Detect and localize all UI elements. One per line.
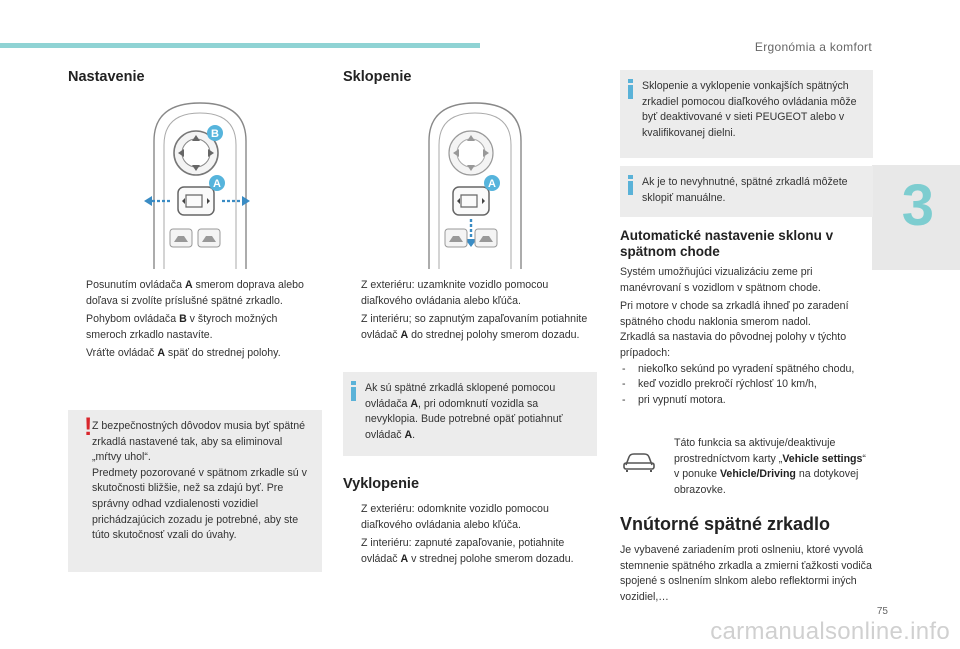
car-settings-note: Táto funkcia sa aktivuje/deaktivuje prostredníctvom karty „Vehicle settings“ v ponuke Vehicle/Driving na dotykovej obrazovke. [674, 437, 866, 496]
col3-auto-tilt-text: Systém umožňujúci vizualizáciu zeme pri manévrovaní s vozidlom v spätnom chode. Pri motore v chode sa zrkadlá ihneď po zaradení spätného chodu naklonia smerom nadol. Zrkadlá sa nastavia do pôvodnej polohy v týchto prípadoch: - niekoľko sekúnd po vyradení spätného chodu, - keď vozidlo prekročí rýchlosť 10 km/h, - pri vypnutí motora. [620, 266, 855, 406]
label-b: B [211, 128, 219, 140]
chapter-number: 3 [901, 173, 934, 238]
heading-auto-tilt: Automatické nastavenie sklonu v spätnom chode [620, 228, 834, 259]
fold-control-illustration [415, 97, 535, 269]
col3-inner-mirror-text: Je vybavené zariadením proti oslneniu, ktoré vyvolá stemnenie spätného zrkadla a zmierni ťažkosti vodiča spojené s oslnením slnkom alebo reflektormi iných vozidiel,… [620, 544, 872, 603]
col1-instructions: Posunutím ovládača A smerom doprava alebo doľava si zvolíte príslušné spätné zrkadlo. Pohybom ovládača B v štyroch možných smeroch zrkadlo nastavíte. Vráťte ovládač A späť do strednej polohy. [86, 279, 304, 360]
info-icon [628, 79, 633, 99]
info-box-manual: Ak je to nevyhnutné, spätné zrkadlá môžete sklopiť manuálne. [620, 166, 873, 217]
col2-instructions: Z exteriéru: uzamknite vozidlo pomocou diaľkového ovládania alebo kľúča. Z interiéru; so zapnutým zapaľovaním potiahnite ovládač A do strednej polohy smerom dozadu. [361, 279, 588, 341]
col2-unfold-instructions: Z exteriéru: odomknite vozidlo pomocou diaľkového ovládania alebo kľúča. Z interiéru: zapnuté zapaľovanie, potiahnite ovládač A v strednej polohe smerom dozadu. [361, 503, 574, 565]
info-icon [628, 175, 633, 195]
heading-nastavenie: Nastavenie [68, 69, 145, 85]
info-box-fold: Ak sú spätné zrkadlá sklopené pomocou ovládača A, pri odomknutí vozidla sa nevyklopia. Bude potrebné opäť potiahnuť ovládač A. [343, 372, 597, 456]
warning-box: ! Z bezpečnostných dôvodov musia byť spätné zrkadlá nastavené tak, aby sa eliminoval „mŕtvy uhol“. Predmety pozorované v spätnom zrkadle sú v skutočnosti bližšie, než sa zdajú byť. Pre správny odhad vzdialenosti vozidiel prichádzajúcich zozadu je potrebné, aby ste túto skutočnosť vzali do úvahy. [68, 410, 322, 572]
info-icon [351, 381, 356, 401]
mirror-control-illustration [140, 97, 260, 269]
section-title: Ergonómia a komfort [754, 40, 872, 54]
page-number: 75 [876, 606, 888, 617]
heading-vyklopenie: Vyklopenie [343, 476, 420, 492]
arrow-left-icon [144, 196, 152, 206]
heading-inner-mirror: Vnútorné spätné zrkadlo [620, 514, 831, 534]
info-box-deactivate: Sklopenie a vyklopenie vonkajších spätných zrkadiel pomocou diaľkového ovládania môže byť deaktivované v sieti PEUGEOT alebo v kvalifikovanej dielni. [620, 70, 873, 158]
label-a: A [488, 178, 496, 190]
watermark: carmanualsonline.info [710, 618, 950, 645]
warning-exclamation-icon: ! [84, 413, 93, 441]
car-settings-icon [622, 449, 656, 473]
header-accent-bar [0, 43, 480, 48]
heading-sklopenie: Sklopenie [343, 69, 412, 85]
label-a: A [213, 178, 221, 190]
